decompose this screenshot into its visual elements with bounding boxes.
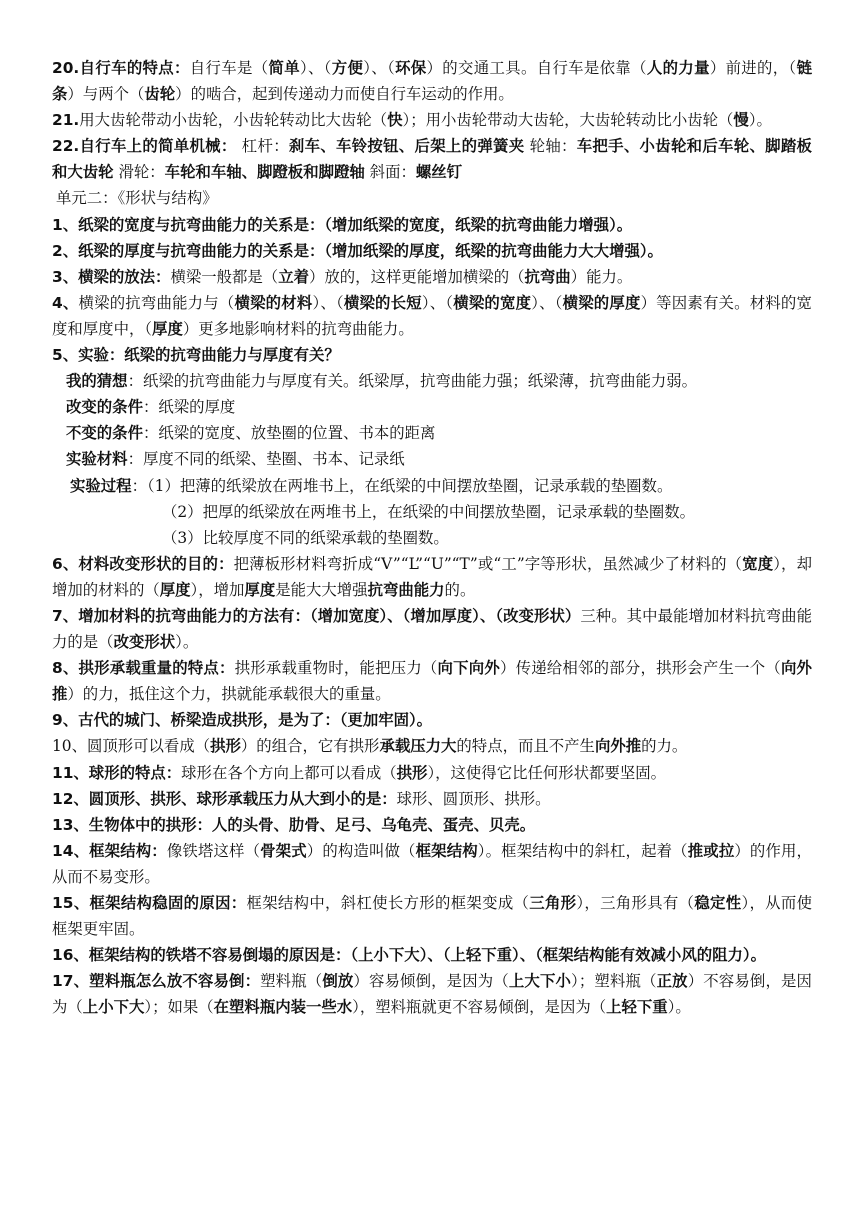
item-5: 5、实验：纸梁的抗弯曲能力与厚度有关？ bbox=[52, 346, 340, 365]
text: ）不容易倒，是因为（ bbox=[52, 972, 812, 1017]
text: ）能力。 bbox=[570, 267, 633, 286]
text: ）前进的，（ bbox=[709, 59, 797, 77]
item-8-heading: 8、拱形承载重量的特点： bbox=[52, 659, 235, 678]
text: ）、（ bbox=[312, 293, 344, 312]
text: ），却增加的材料的（ bbox=[52, 554, 812, 599]
text: ）的构造叫做（ bbox=[306, 841, 416, 860]
answer: 厚度 bbox=[244, 580, 276, 599]
text: 塑料瓶（ bbox=[260, 972, 323, 991]
answer: 在塑料瓶内装一些水 bbox=[213, 998, 353, 1017]
item-14-heading: 14、框架结构： bbox=[52, 841, 167, 860]
answer: 抗弯曲 bbox=[524, 267, 571, 286]
item-3 bbox=[52, 264, 812, 290]
item-3-heading: 3、横梁的放法： bbox=[52, 267, 171, 286]
text: 横梁的抗弯曲能力与（ bbox=[78, 293, 235, 312]
text: ）的啮合，起到传递动力而使自行车运动的作用。 bbox=[175, 85, 514, 104]
text: ），这使得它比任何形状都要坚固。 bbox=[427, 763, 666, 782]
item-6-heading: 6、材料改变形状的目的： bbox=[52, 554, 234, 573]
guess-label: 我的猜想 bbox=[66, 372, 128, 391]
text: ）的交通工具。自行车是依靠（ bbox=[426, 59, 647, 77]
answer: 推或拉 bbox=[687, 841, 735, 860]
text: ）；塑料瓶（ bbox=[571, 972, 657, 991]
text: 像铁塔这样（ bbox=[166, 841, 261, 860]
item-15 bbox=[52, 890, 812, 942]
text: ），三角形具有（ bbox=[576, 894, 695, 912]
text: 轮轴： bbox=[529, 137, 577, 156]
answer: 向外推 bbox=[594, 737, 642, 756]
text: ）、（ bbox=[531, 293, 563, 312]
answer: 厚度 bbox=[159, 580, 191, 599]
item-20 bbox=[52, 55, 812, 107]
answer: 刹车、车铃按钮、后架上的弹簧夹 bbox=[288, 137, 525, 156]
item-21 bbox=[52, 107, 812, 133]
answer: 向下向外 bbox=[437, 659, 500, 678]
process-step-3: （3）比较厚度不同的纸梁承载的垫圈数。 bbox=[162, 528, 449, 547]
text: ）；如果（ bbox=[144, 998, 214, 1017]
text: 斜面： bbox=[369, 163, 416, 182]
answer: 横梁的厚度 bbox=[562, 293, 641, 312]
item-1: 1、纸梁的宽度与抗弯曲能力的关系是：（增加纸梁的宽度，纸梁的抗弯曲能力增强）。 bbox=[52, 215, 633, 234]
item-11-heading: 11、球形的特点： bbox=[52, 763, 182, 782]
text: ）、（ bbox=[421, 293, 454, 312]
item-12-heading: 12、圆顶形、拱形、球形承载压力从大到小的是： bbox=[52, 789, 397, 808]
answer: 快 bbox=[387, 111, 403, 130]
text: ）传递给相邻的部分，拱形会产生一个（ bbox=[499, 659, 781, 678]
item-16: 16、框架结构的铁塔不容易倒塌的原因是：（上小下大）、（上轻下重）、（框架结构能有效减小风的阻力）。 bbox=[52, 946, 766, 965]
item-9: 9、古代的城门、桥梁造成拱形，是为了：（更加牢固）。 bbox=[52, 711, 433, 730]
item-12 bbox=[52, 786, 812, 812]
answer: 倒放 bbox=[322, 972, 354, 991]
text: 杠杆： bbox=[241, 137, 289, 156]
answer: 拱形 bbox=[210, 737, 241, 756]
item-22 bbox=[52, 133, 812, 185]
item-4 bbox=[52, 290, 812, 342]
answer: 横梁的长短 bbox=[343, 293, 422, 312]
text: 的力。 bbox=[641, 737, 688, 756]
answer: 齿轮 bbox=[144, 85, 176, 104]
text: ：厚度不同的纸梁、垫圈、书本、记录纸 bbox=[127, 450, 405, 469]
text: ：（1）把薄的纸梁放在两堆书上，在纸梁的中间摆放垫圈，记录承载的垫圈数。 bbox=[131, 476, 673, 495]
text: 是能大大增强 bbox=[275, 580, 368, 599]
answer: 人的力量 bbox=[646, 59, 710, 77]
answer: 螺丝钉 bbox=[415, 163, 463, 182]
item-15-heading: 15、框架结构稳固的原因： bbox=[52, 894, 247, 912]
item-7 bbox=[52, 603, 812, 655]
text: 拱形承载重物时，能把压力（ bbox=[234, 659, 438, 678]
item-4-heading: 4、 bbox=[52, 293, 79, 312]
text: ）；用小齿轮带动大齿轮，大齿轮转动比小齿轮（ bbox=[402, 111, 734, 130]
answer: 横梁的宽度 bbox=[453, 293, 532, 312]
change-line bbox=[52, 394, 812, 420]
text: ）更多地影响材料的抗弯曲能力。 bbox=[182, 319, 414, 338]
answer: 上轻下重 bbox=[606, 998, 668, 1017]
answer: 骨架式 bbox=[260, 841, 307, 860]
materials-label: 实验材料 bbox=[66, 450, 128, 469]
text: ）、（ bbox=[363, 59, 396, 77]
text: ）等因素有关。材料的宽度和厚度中，（ bbox=[52, 293, 812, 338]
process-step-2: （2）把厚的纸梁放在两堆书上，在纸梁的中间摆放垫圈，记录承载的垫圈数。 bbox=[162, 502, 696, 521]
guess-line bbox=[52, 368, 812, 394]
answer: 上小下大 bbox=[82, 998, 145, 1017]
materials-line bbox=[52, 446, 812, 472]
text: ）、（ bbox=[299, 59, 332, 77]
text: 把薄板形材料弯折成“V”“L”“U”“T”或“工”字等形状，虽然减少了材料的（ bbox=[233, 554, 743, 573]
item-8 bbox=[52, 655, 812, 707]
text: 滑轮： bbox=[118, 163, 165, 182]
item-22-heading: 22.自行车上的简单机械： bbox=[52, 137, 237, 156]
answer: 三角形 bbox=[529, 894, 577, 912]
keep-line bbox=[52, 420, 812, 446]
text: ）。 bbox=[175, 633, 199, 652]
item-2: 2、纸梁的厚度与抗弯曲能力的关系是：（增加纸梁的厚度，纸梁的抗弯曲能力大大增强）。 bbox=[52, 241, 663, 260]
text: ）放的，这样更能增加横梁的（ bbox=[309, 267, 525, 286]
item-13: 13、生物体中的拱形：人的头骨、肋骨、足弓、乌龟壳、蛋壳、贝壳。 bbox=[52, 815, 536, 834]
answer: 抗弯曲能力 bbox=[367, 580, 445, 599]
text: ）的力，抵住这个力，拱就能承载很大的重量。 bbox=[67, 685, 391, 704]
text: 三种。其中最能增加材料抗弯曲能力的是（ bbox=[52, 606, 812, 652]
text: ）。 bbox=[667, 998, 691, 1017]
text: ）。框架结构中的斜杠，起着（ bbox=[477, 841, 688, 860]
answer: 厚度 bbox=[152, 319, 183, 338]
answer: 改变形状 bbox=[113, 633, 176, 652]
text: ）容易倾倒，是因为（ bbox=[353, 972, 509, 991]
item-11 bbox=[52, 760, 812, 786]
text: 的。 bbox=[444, 580, 476, 599]
item-7-heading: 7、增加材料的抗弯曲能力的方法有：（增加宽度）、（增加厚度）、（改变形状） bbox=[52, 606, 581, 625]
text: 用大齿轮带动小齿轮，小齿轮转动比大齿轮（ bbox=[79, 111, 388, 130]
keep-label: 不变的条件 bbox=[66, 424, 143, 443]
answer: 方便 bbox=[331, 59, 364, 77]
answer: 环保 bbox=[395, 59, 427, 77]
text: ：纸梁的宽度、放垫圈的位置、书本的距离 bbox=[142, 424, 436, 443]
unit-heading: 单元二：《形状与结构》 bbox=[56, 189, 218, 208]
answer: 承载压力大 bbox=[379, 737, 457, 756]
answer: 上大下小 bbox=[508, 972, 572, 991]
text: ：纸梁的厚度 bbox=[142, 398, 236, 417]
change-label: 改变的条件 bbox=[66, 398, 143, 417]
text: ）与两个（ bbox=[67, 85, 145, 104]
item-17 bbox=[52, 968, 812, 1020]
process-line bbox=[52, 473, 812, 499]
text: 框架结构中，斜杠使长方形的框架变成（ bbox=[246, 894, 530, 912]
answer: 车轮和车轴、脚蹬板和脚蹬轴 bbox=[164, 163, 365, 182]
text: 球形、圆顶形、拱形。 bbox=[396, 789, 551, 808]
text: 的特点，而且不产生 bbox=[456, 737, 595, 756]
text: ）的组合，它有拱形 bbox=[240, 737, 380, 756]
answer: 慢 bbox=[733, 111, 749, 130]
answer: 车把手、小齿轮和后车轮、脚踏板和大齿轮 bbox=[52, 137, 812, 182]
item-14 bbox=[52, 838, 812, 890]
text: ）的作用，从而不易变形。 bbox=[52, 841, 812, 886]
text: 10、圆顶形可以看成（ bbox=[52, 737, 211, 756]
answer: 横梁的材料 bbox=[234, 293, 313, 312]
process-label: 实验过程 bbox=[70, 476, 132, 495]
text: 自行车是（ bbox=[189, 59, 269, 77]
answer: 宽度 bbox=[742, 554, 774, 573]
item-10 bbox=[52, 733, 812, 759]
item-21-heading: 21. bbox=[52, 111, 80, 130]
answer: 立着 bbox=[278, 267, 309, 286]
text: 横梁一般都是（ bbox=[170, 267, 279, 286]
text: ），从而使框架更牢固。 bbox=[52, 894, 812, 939]
answer: 框架结构 bbox=[415, 841, 478, 860]
text: 球形在各个方向上都可以看成（ bbox=[181, 763, 397, 782]
answer: 稳定性 bbox=[694, 894, 742, 912]
answer: 拱形 bbox=[396, 763, 428, 782]
answer: 正放 bbox=[656, 972, 688, 991]
answer: 向外推 bbox=[52, 659, 812, 704]
item-17-heading: 17、塑料瓶怎么放不容易倒： bbox=[52, 972, 261, 991]
text: ）。 bbox=[748, 111, 772, 130]
text: ），塑料瓶就更不容易倾倒，是因为（ bbox=[352, 998, 607, 1017]
text: ），增加 bbox=[190, 580, 245, 599]
answer: 简单 bbox=[268, 59, 300, 77]
item-20-heading: 20.自行车的特点： bbox=[52, 59, 190, 77]
answer: 链条 bbox=[52, 59, 812, 104]
item-6 bbox=[52, 551, 812, 603]
text: ：纸梁的抗弯曲能力与厚度有关。纸梁厚，抗弯曲能力强；纸梁薄，抗弯曲能力弱。 bbox=[127, 372, 698, 391]
